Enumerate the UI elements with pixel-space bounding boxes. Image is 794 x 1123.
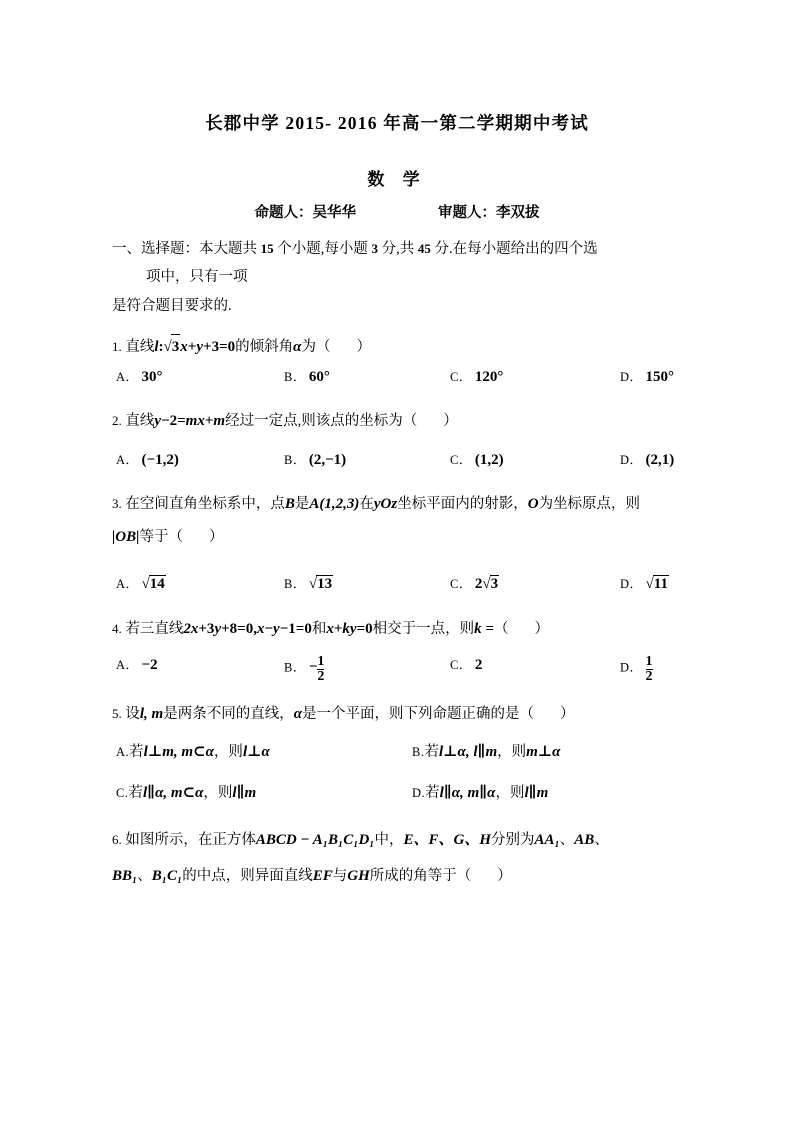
question-3-index: 3. xyxy=(112,496,122,511)
q1-option-a[interactable] xyxy=(116,367,163,386)
q5-option-d-conclusion: l∥m xyxy=(524,785,549,801)
q1-text-d: ） xyxy=(356,339,371,355)
q5-option-b-mid: ，则 xyxy=(497,744,527,760)
q3-option-c-label: C． xyxy=(450,577,472,591)
q5-option-b-condition: l⊥α, l∥m xyxy=(438,744,498,760)
question-4-options xyxy=(112,655,752,691)
question-5-options-row-2 xyxy=(112,781,752,805)
question-3-stem-line-2 xyxy=(112,525,732,549)
q5-option-d[interactable] xyxy=(412,781,548,802)
reviewer-label: 审题人：李双拔 xyxy=(438,205,540,221)
q1-text-b: 的倾斜角 xyxy=(235,339,294,355)
q3-option-a[interactable] xyxy=(116,574,166,593)
q1-option-c-value: 120° xyxy=(474,369,504,385)
page-title: 长郡中学 2015- 2016 年高一第二学期期中考试 xyxy=(205,113,589,133)
question-6-index: 6. xyxy=(112,832,122,847)
q2-text-b: 经过一定点,则该点的坐标为（ xyxy=(225,413,418,429)
q6-text-g: ） xyxy=(497,868,512,884)
q5-option-a[interactable] xyxy=(116,740,270,761)
q1-option-a-label: A． xyxy=(116,370,139,384)
q1-option-d[interactable] xyxy=(620,367,674,386)
q3-option-b-value: √13 xyxy=(308,576,333,592)
q5-option-b-prefix: 若 xyxy=(424,744,439,760)
q3-option-b-label: B． xyxy=(284,577,306,591)
q3-option-b[interactable] xyxy=(284,574,333,593)
q5-option-d-condition: l∥α, m∥α xyxy=(439,785,496,801)
q5-text-d: ） xyxy=(560,706,575,722)
q3-text-b: 是 xyxy=(294,496,310,512)
instr-pre: 一、选择题：本大题共 xyxy=(112,241,261,257)
q5-text-a: 设 xyxy=(125,706,140,722)
q6-text-e: 与 xyxy=(332,868,348,884)
q5-option-c-mid: ，则 xyxy=(203,785,233,801)
q6-text-a: 如图所示，在正方体 xyxy=(125,832,256,848)
q1-line-label: l xyxy=(154,339,159,355)
instructions-line-3: 是符合题目要求的. xyxy=(112,298,232,314)
q4-equation-2: x xyxy=(256,621,265,637)
instr-post: 分.在每小题给出的四个选 xyxy=(430,241,598,257)
subject-title: 数 学 xyxy=(367,170,427,189)
instr-mid-1: 个小题,每小题 xyxy=(273,241,372,257)
q1-option-d-value: 150° xyxy=(645,369,675,385)
q1-option-b-label: B． xyxy=(284,370,306,384)
question-4-stem: 4. 若三直线2x+3y+8=0,x−y−1=0和x+ky=0相交于一点，则k =（ ） xyxy=(112,621,549,637)
q2-option-b-label: B． xyxy=(284,453,306,467)
q1-angle-symbol: α xyxy=(293,339,302,355)
q6-sep-3: 、 xyxy=(137,868,152,884)
q3-segment-ob: |OB| xyxy=(112,529,140,545)
question-3-options xyxy=(112,574,752,598)
q6-cube: ABCD − A₁B₁C₁D₁ xyxy=(255,832,375,848)
q1-option-c-label: C． xyxy=(450,370,472,384)
q2-text-c: ） xyxy=(443,413,458,429)
q4-option-d-value: $\frac{1}{2}$ xyxy=(645,654,653,685)
q4-option-d[interactable] xyxy=(620,655,653,685)
q4-variable-k: k = xyxy=(474,621,494,637)
q3-point-a: A(1,2,3) xyxy=(309,496,360,512)
q2-option-a[interactable] xyxy=(116,450,179,469)
q5-lines: l, m xyxy=(139,706,164,722)
q6-text-f: 所成的角等于（ xyxy=(369,868,472,884)
q2-text-a: 直线 xyxy=(125,413,155,429)
q5-option-a-prefix: 若 xyxy=(129,744,144,760)
q6-segment-gh: GH xyxy=(347,868,370,884)
instructions-line-2: 项中，只有一项 xyxy=(146,269,248,285)
points-total: 45 xyxy=(417,241,431,256)
q4-option-c-label: C． xyxy=(450,658,472,672)
question-2-stem: 2. 直线y−2=mx+m经过一定点,则该点的坐标为（ ） xyxy=(112,413,458,429)
q4-option-c[interactable] xyxy=(450,655,482,674)
q6-segment-ef: EF xyxy=(312,868,333,884)
q6-text-c: 分别为 xyxy=(491,832,535,848)
q5-option-a-condition: l⊥m, m⊂α xyxy=(143,744,214,760)
q5-option-c-label: C. xyxy=(116,786,129,800)
q2-option-c[interactable] xyxy=(450,450,504,469)
q5-text-b: 是两条不同的直线， xyxy=(163,706,294,722)
q1-text-a: 直线 xyxy=(125,339,155,355)
question-2-index: 2. xyxy=(112,413,122,428)
q5-text-c: 是一个平面，则下列命题正确的是（ xyxy=(302,706,535,722)
q1-option-b-value: 60° xyxy=(308,369,330,385)
q2-option-d[interactable] xyxy=(620,450,674,469)
question-5-index: 5. xyxy=(112,706,122,721)
q6-text-d: 的中点，则异面直线 xyxy=(182,868,313,884)
q4-text-e: ） xyxy=(534,621,549,637)
q3-text-c: 在 xyxy=(359,496,374,512)
q6-segment-b1c1: B₁C₁ xyxy=(151,868,183,884)
q1-option-c[interactable] xyxy=(450,367,503,386)
q3-text-d: 坐标平面内的射影， xyxy=(397,496,528,512)
q2-option-a-label: A． xyxy=(116,453,139,467)
q5-option-b-conclusion: m⊥α xyxy=(526,744,561,760)
q2-option-c-label: C． xyxy=(450,453,472,467)
q3-text-e: 为坐标原点，则 xyxy=(538,496,641,512)
question-5-options-row-1 xyxy=(112,740,752,764)
q5-option-c-condition: l∥α, m⊂α xyxy=(142,785,204,801)
q2-equation: y xyxy=(154,413,162,429)
q6-sep-1: 、 xyxy=(559,832,575,848)
q1-text-c: 为（ xyxy=(301,339,331,355)
q4-equation-3: x xyxy=(326,621,334,637)
q6-segment-aa1: AA₁ xyxy=(534,832,560,848)
q5-option-b[interactable] xyxy=(412,740,560,761)
points-each: 3 xyxy=(371,241,378,256)
question-6-stem-line-1 xyxy=(112,828,732,852)
q3-text-f: 等于（ xyxy=(139,529,183,545)
q5-option-d-mid: ，则 xyxy=(495,785,525,801)
q2-option-b[interactable] xyxy=(284,450,346,469)
q4-option-a-label: A． xyxy=(116,658,139,672)
question-3-stem-line-1 xyxy=(112,492,732,516)
q5-option-a-mid: ，则 xyxy=(213,744,243,760)
q1-option-b[interactable] xyxy=(284,367,330,386)
q5-option-d-label: D. xyxy=(412,786,426,800)
instructions-line-1 xyxy=(112,236,712,262)
q3-text-g: ） xyxy=(208,529,224,545)
q5-option-a-label: A. xyxy=(116,745,130,759)
q3-option-c-value: 2√3 xyxy=(474,576,499,592)
q6-text-b: 中， xyxy=(374,832,404,848)
q3-option-d[interactable] xyxy=(620,574,669,593)
q4-text-d: （ xyxy=(493,621,509,637)
q4-option-a[interactable] xyxy=(116,655,158,674)
q3-option-a-label: A． xyxy=(116,577,139,591)
question-count: 15 xyxy=(260,241,274,256)
q3-option-c[interactable] xyxy=(450,574,499,593)
q4-option-c-value: 2 xyxy=(474,657,483,673)
question-1-index: 1. xyxy=(112,339,122,354)
q4-option-b-value: − $\frac{1}{2}$ xyxy=(308,654,325,685)
q6-segment-bb1: BB₁ xyxy=(112,868,138,884)
q3-plane: yOz xyxy=(373,496,398,512)
q5-plane: α xyxy=(293,706,303,722)
q1-option-a-value: 30° xyxy=(141,369,163,385)
q2-option-a-value: (−1,2) xyxy=(141,452,179,468)
q3-option-d-label: D． xyxy=(620,577,643,591)
q4-text-c: 相交于一点，则 xyxy=(372,621,475,637)
q3-point-b: B xyxy=(284,496,295,512)
instr-mid-2: 分,共 xyxy=(378,241,418,257)
q2-option-c-value: (1,2) xyxy=(474,452,504,468)
q5-option-a-conclusion: l⊥α xyxy=(242,744,270,760)
q5-option-c[interactable] xyxy=(116,781,256,802)
q4-option-b-label: B． xyxy=(284,660,306,675)
q5-option-d-prefix: 若 xyxy=(425,785,440,801)
q4-text-b: 和 xyxy=(311,621,327,637)
q4-option-b[interactable] xyxy=(284,655,324,685)
question-1-stem: 1. 直线l:√3x+y+3=0的倾斜角α为（ ） xyxy=(112,334,732,359)
q2-option-b-value: (2,−1) xyxy=(308,452,347,468)
question-6-stem-line-2 xyxy=(112,864,732,888)
question-1-options xyxy=(112,367,752,391)
q2-option-d-value: (2,1) xyxy=(645,452,675,468)
q4-option-a-value: −2 xyxy=(141,657,158,673)
q6-segment-ab: AB xyxy=(574,832,595,848)
q4-equation-1: 2x xyxy=(183,621,199,637)
q1-equation: √3 xyxy=(164,334,181,359)
q5-option-b-label: B. xyxy=(412,745,425,759)
q3-text-a: 在空间直角坐标系中，点 xyxy=(125,496,285,512)
q2-option-d-label: D． xyxy=(620,453,643,467)
q4-option-d-label: D． xyxy=(620,660,643,675)
q1-option-d-label: D． xyxy=(620,370,643,384)
setter-label: 命题人：吴华华 xyxy=(254,205,356,221)
question-5-stem xyxy=(112,702,732,726)
q6-sep-2: 、 xyxy=(594,832,609,848)
byline xyxy=(0,201,794,222)
q3-option-d-value: √11 xyxy=(645,576,668,592)
question-2-options xyxy=(112,450,752,474)
question-4-index: 4. xyxy=(112,621,122,636)
q4-text-a: 若三直线 xyxy=(125,621,184,637)
q5-option-c-prefix: 若 xyxy=(128,785,143,801)
q3-origin: O xyxy=(527,496,539,512)
q6-points: E、F、G、H xyxy=(403,832,492,848)
q5-option-c-conclusion: l∥m xyxy=(232,785,257,801)
q3-option-a-value: √14 xyxy=(141,576,165,592)
